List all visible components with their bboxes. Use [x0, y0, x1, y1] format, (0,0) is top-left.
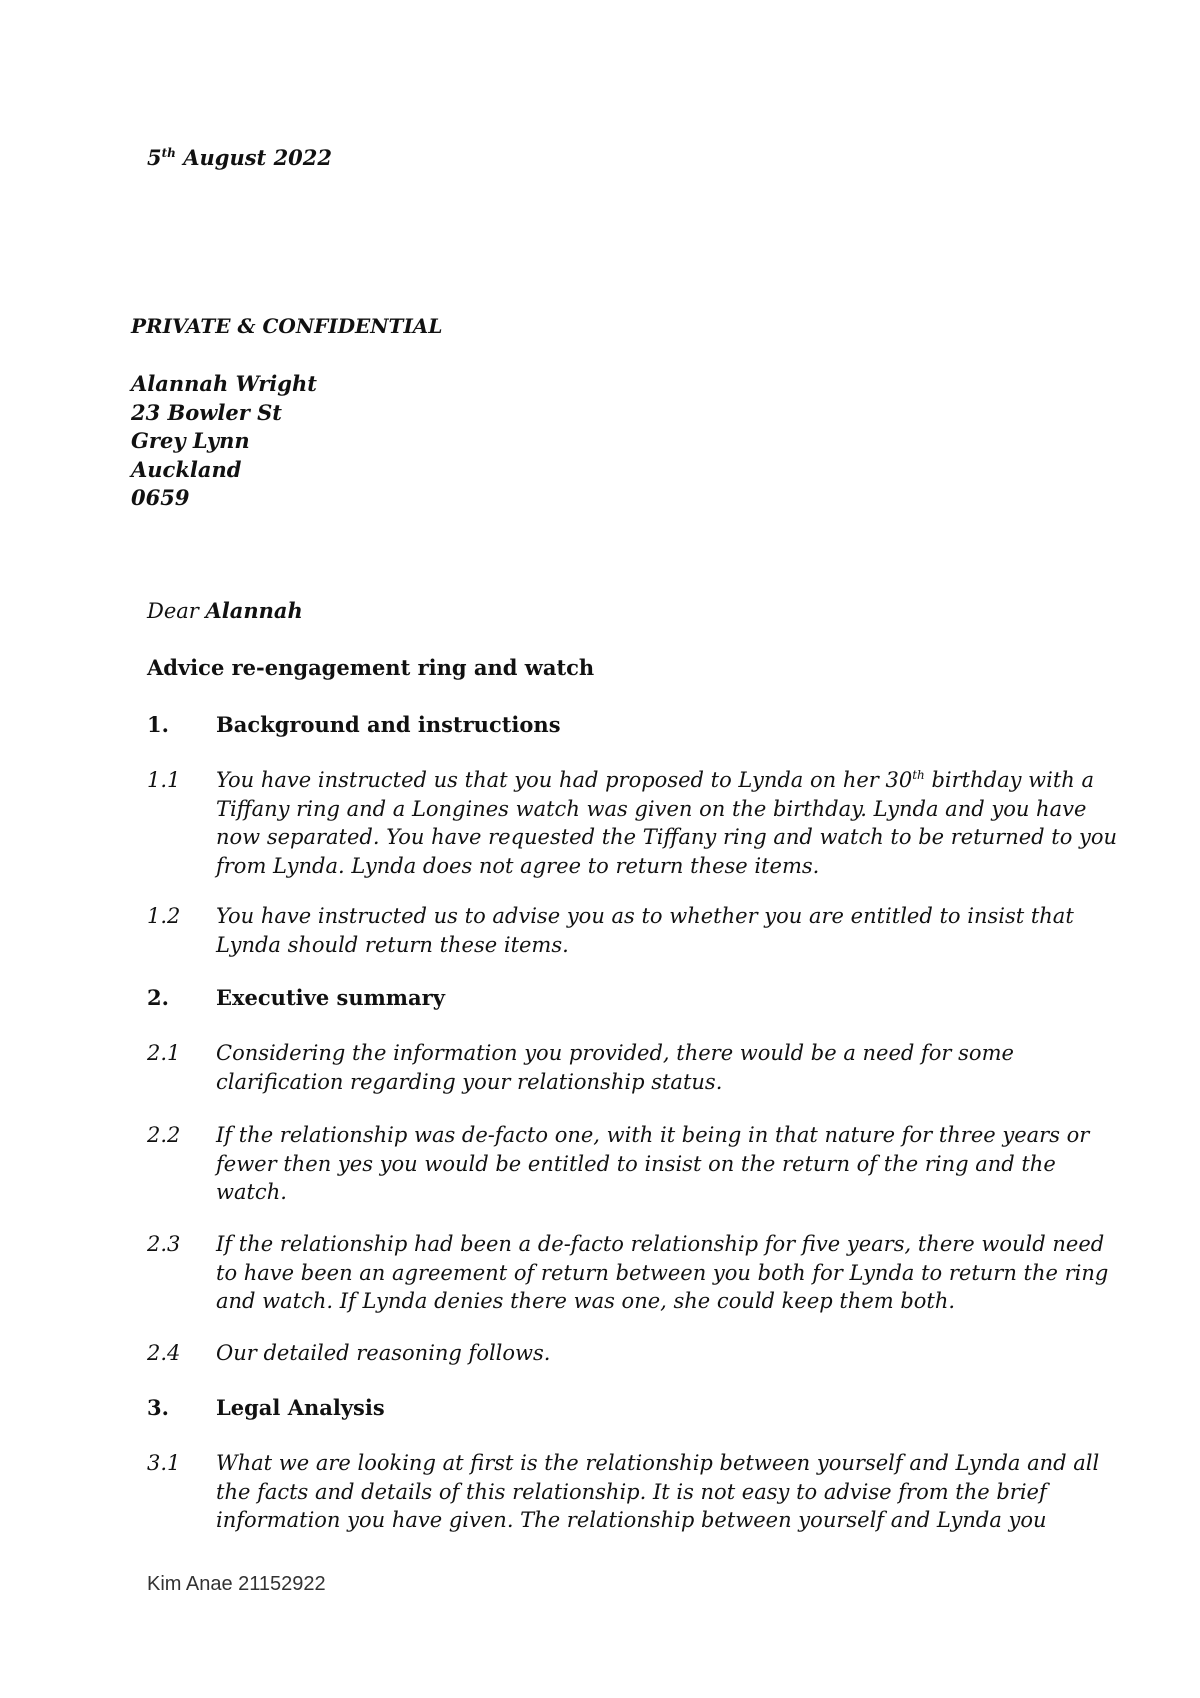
paragraph-text [216, 1339, 550, 1368]
address-line: Alannah Wright [131, 371, 317, 396]
date-day: 5 [147, 145, 162, 170]
text-line: clarification regarding your relationship status. [216, 1069, 723, 1094]
text-run: birthday with a [924, 768, 1094, 792]
text-line: You have instructed us to advise you as to whether you are entitled to insist that [216, 904, 1074, 928]
paragraph-number: 2.4 [147, 1341, 181, 1365]
paragraph-text [216, 1121, 1089, 1207]
date-suffix: th [161, 146, 176, 160]
text-line: Our detailed reasoning follows. [216, 1341, 551, 1365]
section-number: 1. [147, 712, 169, 737]
paragraph-text [216, 1230, 1108, 1316]
address-line: 0659 [131, 485, 190, 510]
paragraph-text [216, 1039, 1014, 1096]
text-line: and watch. If Lynda denies there was one, she could keep them both. [216, 1289, 956, 1313]
text-line: from Lynda. Lynda does not agree to return these items. [216, 853, 820, 878]
paragraph-number: 1.1 [147, 768, 181, 792]
ordinal-suffix: th [912, 768, 925, 782]
paragraph-text [216, 1449, 1099, 1535]
address-line: Grey Lynn [131, 428, 250, 453]
text-line: to have been an agreement of return between you both for Lynda to return the ring [216, 1260, 1109, 1285]
text-line: now separated. You have requested the Tiffany ring and watch to be returned to you [216, 825, 1118, 849]
paragraph-text [216, 902, 1074, 959]
confidential-label: PRIVATE & CONFIDENTIAL [131, 314, 443, 338]
text-line: information you have given. The relationship between yourself and Lynda you [216, 1508, 1047, 1532]
section-number: 3. [147, 1395, 169, 1420]
paragraph-number: 3.1 [147, 1451, 181, 1475]
paragraph-text [216, 766, 1117, 880]
paragraph-number: 2.2 [147, 1123, 181, 1147]
text-line: Tiffany ring and a Longines watch was given on the birthday. Lynda and you have [216, 796, 1087, 821]
section-number: 2. [147, 985, 169, 1010]
salutation-word: Dear [147, 599, 206, 623]
text-line: watch. [216, 1180, 287, 1204]
page-footer: Kim Anae 21152922 [147, 1573, 326, 1595]
address-line: 23 Bowler St [131, 399, 282, 425]
text-line: the facts and details of this relationship. It is not easy to advise from the brief [216, 1479, 1047, 1504]
address-line: Auckland [131, 456, 242, 482]
text-line: fewer then yes you would be entitled to insist on the return of the ring and the [216, 1151, 1056, 1176]
text-line: What we are looking at first is the relationship between yourself and Lynda and all [216, 1451, 1100, 1475]
letter-date [147, 145, 332, 170]
section-title: Executive summary [216, 985, 445, 1010]
paragraph-number: 2.1 [147, 1041, 181, 1065]
subject-line: Advice re-engagement ring and watch [147, 655, 595, 680]
section-title: Legal Analysis [216, 1395, 385, 1420]
paragraph-number: 1.2 [147, 904, 181, 928]
section-title: Background and instructions [216, 712, 561, 737]
text-line: Considering the information you provided, there would be a need for some [216, 1041, 1014, 1065]
text-line: If the relationship was de-facto one, with it being in that nature for three years or [216, 1123, 1090, 1147]
salutation [147, 598, 303, 623]
text-run: You have instructed us that you had proposed to Lynda on her 30 [216, 768, 913, 792]
salutation-name: Alannah [205, 598, 303, 623]
date-rest: August 2022 [175, 145, 333, 170]
text-line: Lynda should return these items. [216, 932, 569, 957]
text-line: If the relationship had been a de-facto relationship for five years, there would need [216, 1232, 1105, 1256]
paragraph-number: 2.3 [147, 1232, 181, 1256]
recipient-address [131, 370, 317, 513]
